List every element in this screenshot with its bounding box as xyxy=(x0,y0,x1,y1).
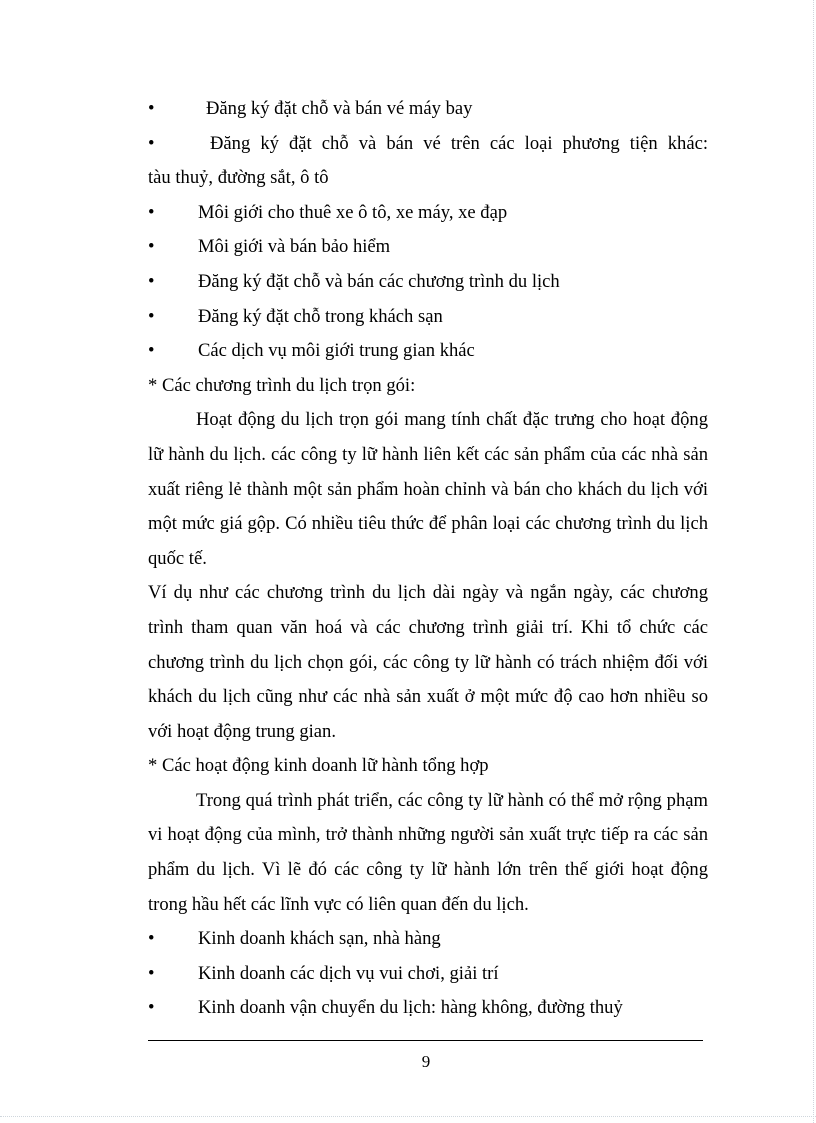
bullet-text: Đăng ký đặt chỗ và bán vé trên các loại phương tiện khác: xyxy=(210,132,708,154)
bullet-dot-icon: • xyxy=(148,962,155,984)
page-right-border xyxy=(813,0,814,1123)
bullet-text: Đăng ký đặt chỗ và bán các chương trình du lịch xyxy=(198,270,560,292)
service-bullet-5 xyxy=(148,265,708,300)
bullet-text-continuation: tàu thuỷ, đường sắt, ô tô xyxy=(148,167,329,189)
bullet-text: Môi giới cho thuê xe ô tô, xe máy, xe đạp xyxy=(198,201,508,223)
bullet-dot-icon: • xyxy=(148,201,155,223)
service-bullet-3 xyxy=(148,196,708,231)
service-bullet-4 xyxy=(148,230,708,265)
bullet-text: Kinh doanh khách sạn, nhà hàng xyxy=(198,928,441,950)
footer-divider xyxy=(148,1040,703,1041)
bullet-text: Môi giới và bán bảo hiểm xyxy=(198,236,391,258)
bullet-dot-icon: • xyxy=(148,928,155,950)
business-bullet-3 xyxy=(148,991,708,1026)
bullet-text: Kinh doanh các dịch vụ vui chơi, giải trí xyxy=(198,962,499,984)
bullet-text: Các dịch vụ môi giới trung gian khác xyxy=(198,340,475,362)
section-heading-general-business: * Các hoạt động kinh doanh lữ hành tổng hợp xyxy=(148,755,489,777)
bullet-dot-icon: • xyxy=(148,236,155,258)
bullet-dot-icon: • xyxy=(148,98,155,119)
bullet-dot-icon: • xyxy=(148,132,155,154)
bullet-dot-icon: • xyxy=(148,305,155,327)
page-bottom-border xyxy=(0,1116,816,1117)
bullet-text: Đăng ký đặt chỗ và bán vé máy bay xyxy=(206,98,473,119)
service-bullet-7 xyxy=(148,334,708,369)
paragraph-general-business: Trong quá trình phát triển, các công ty lữ hành có thể mở rộng phạm vi hoạt động của mình, trở thành những người sản xuất trực tiếp ra các sản phẩm du lịch. Vì lẽ đó các công ty lữ hành lớn trên thế giới hoạt động trong hầu hết các lĩnh vực có liên quan đến du lịch. xyxy=(148,789,708,915)
section-heading-package-tours: * Các chương trình du lịch trọn gói: xyxy=(148,374,416,396)
bullet-dot-icon: • xyxy=(148,997,155,1019)
bullet-text: Đăng ký đặt chỗ trong khách sạn xyxy=(198,305,443,327)
bullet-dot-icon: • xyxy=(148,340,155,362)
bullet-dot-icon: • xyxy=(148,270,155,292)
business-bullet-1 xyxy=(148,922,708,957)
service-bullet-1 xyxy=(148,92,708,127)
service-bullet-2 xyxy=(148,127,708,196)
page-number: 9 xyxy=(421,1052,431,1071)
bullet-text: Kinh doanh vận chuyển du lịch: hàng không, đường thuỷ xyxy=(198,997,623,1019)
paragraph-examples: Ví dụ như các chương trình du lịch dài ngày và ngắn ngày, các chương trình tham quan văn hoá và các chương trình giải trí. Khi tổ chức các chương trình du lịch chọn gói, các công ty lữ hành có trách nhiệm đối với khách du lịch cũng như các nhà sản xuất ở một mức độ cao hơn nhiều so với hoạt động trung gian. xyxy=(148,582,708,742)
page-content xyxy=(148,92,708,1026)
paragraph-package-tours: Hoạt động du lịch trọn gói mang tính chất đặc trưng cho hoạt động lữ hành du lịch. các công ty lữ hành liên kết các sản phẩm của các nhà sản xuất riêng lẻ thành một sản phẩm hoàn chỉnh và bán cho khách du lịch với một mức giá gộp. Có nhiều tiêu thức để phân loại các chương trình du lịch quốc tế. xyxy=(148,409,708,569)
service-bullet-6 xyxy=(148,300,708,335)
business-bullet-2 xyxy=(148,957,708,992)
